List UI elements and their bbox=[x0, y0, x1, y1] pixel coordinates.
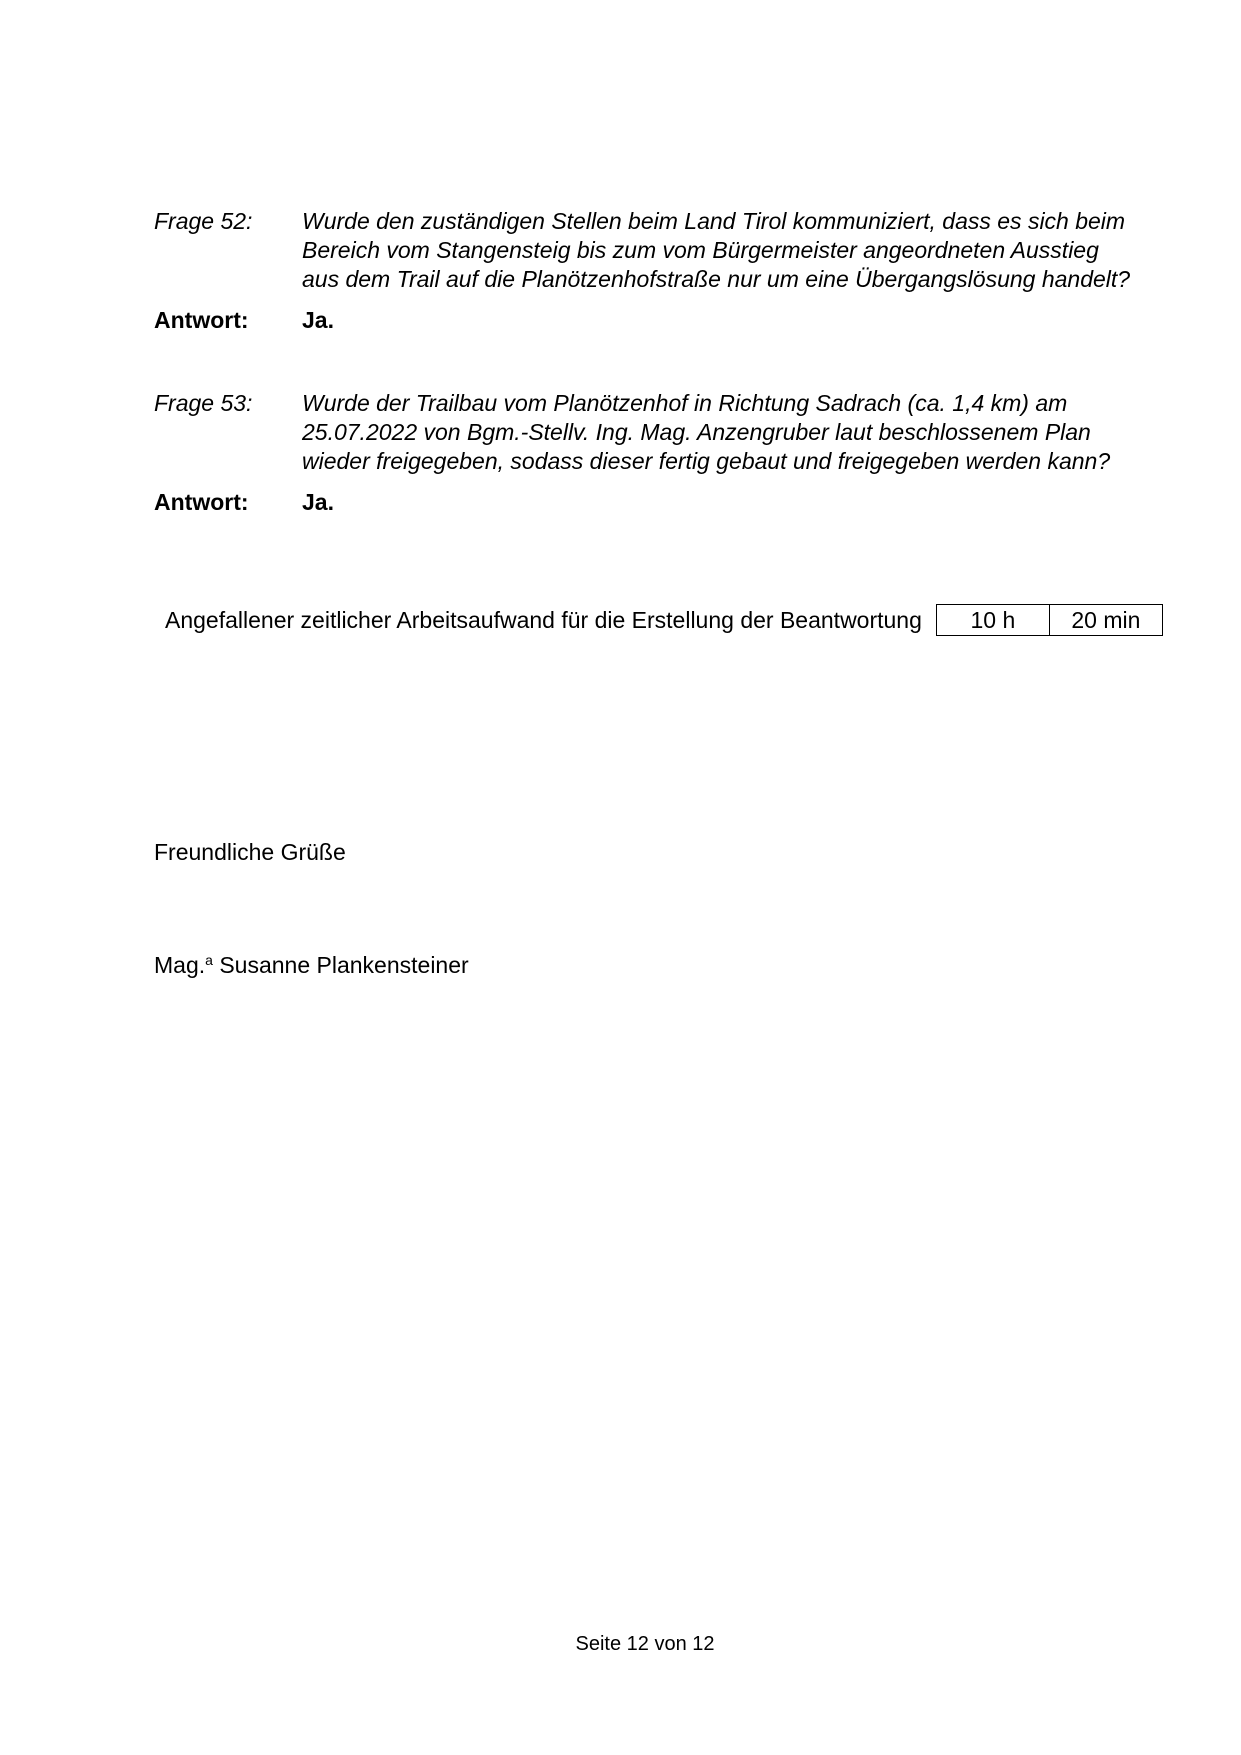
question-block-52 bbox=[154, 207, 1154, 335]
answer-row bbox=[154, 488, 1154, 517]
work-effort-summary bbox=[165, 604, 1163, 636]
signature-person: Susanne Plankensteiner bbox=[219, 952, 469, 978]
question-text: Wurde der Trailbau vom Planötzenhof in Richtung Sadrach (ca. 1,4 km) am 25.07.2022 von Bgm.-Stellv. Ing. Mag. Anzengruber laut beschlossenem Plan wieder freigegeben, sodass dieser fertig gebaut und freigegeben werden kann? bbox=[302, 390, 1111, 474]
question-row bbox=[154, 389, 1154, 476]
closing-greeting: Freundliche Grüße bbox=[154, 839, 346, 865]
signature-name bbox=[154, 950, 469, 980]
answer-text: Ja. bbox=[302, 307, 334, 333]
work-effort-table bbox=[936, 604, 1163, 636]
question-label: Frage 52: bbox=[154, 208, 253, 234]
page-number-footer: Seite 12 von 12 bbox=[575, 1633, 715, 1655]
question-block-53 bbox=[154, 389, 1154, 517]
answer-text: Ja. bbox=[302, 489, 334, 515]
work-effort-label: Angefallener zeitlicher Arbeitsaufwand für die Erstellung der Beantwortung bbox=[165, 607, 922, 633]
signature-title-superscript: a bbox=[205, 952, 213, 968]
answer-label: Antwort: bbox=[154, 489, 249, 515]
work-effort-minutes: 20 min bbox=[1049, 605, 1162, 635]
answer-label: Antwort: bbox=[154, 307, 249, 333]
question-row bbox=[154, 207, 1154, 294]
question-label: Frage 53: bbox=[154, 390, 253, 416]
answer-row bbox=[154, 306, 1154, 335]
question-text: Wurde den zuständigen Stellen beim Land Tirol kommuniziert, dass es sich beim Bereich vom Stangensteig bis zum vom Bürgermeister angeordneten Ausstieg aus dem Trail auf die Planötzenhofstraße nur um eine Übergangslösung handelt? bbox=[302, 208, 1131, 292]
work-effort-hours: 10 h bbox=[970, 607, 1016, 633]
signature-title: Mag. bbox=[154, 952, 206, 978]
